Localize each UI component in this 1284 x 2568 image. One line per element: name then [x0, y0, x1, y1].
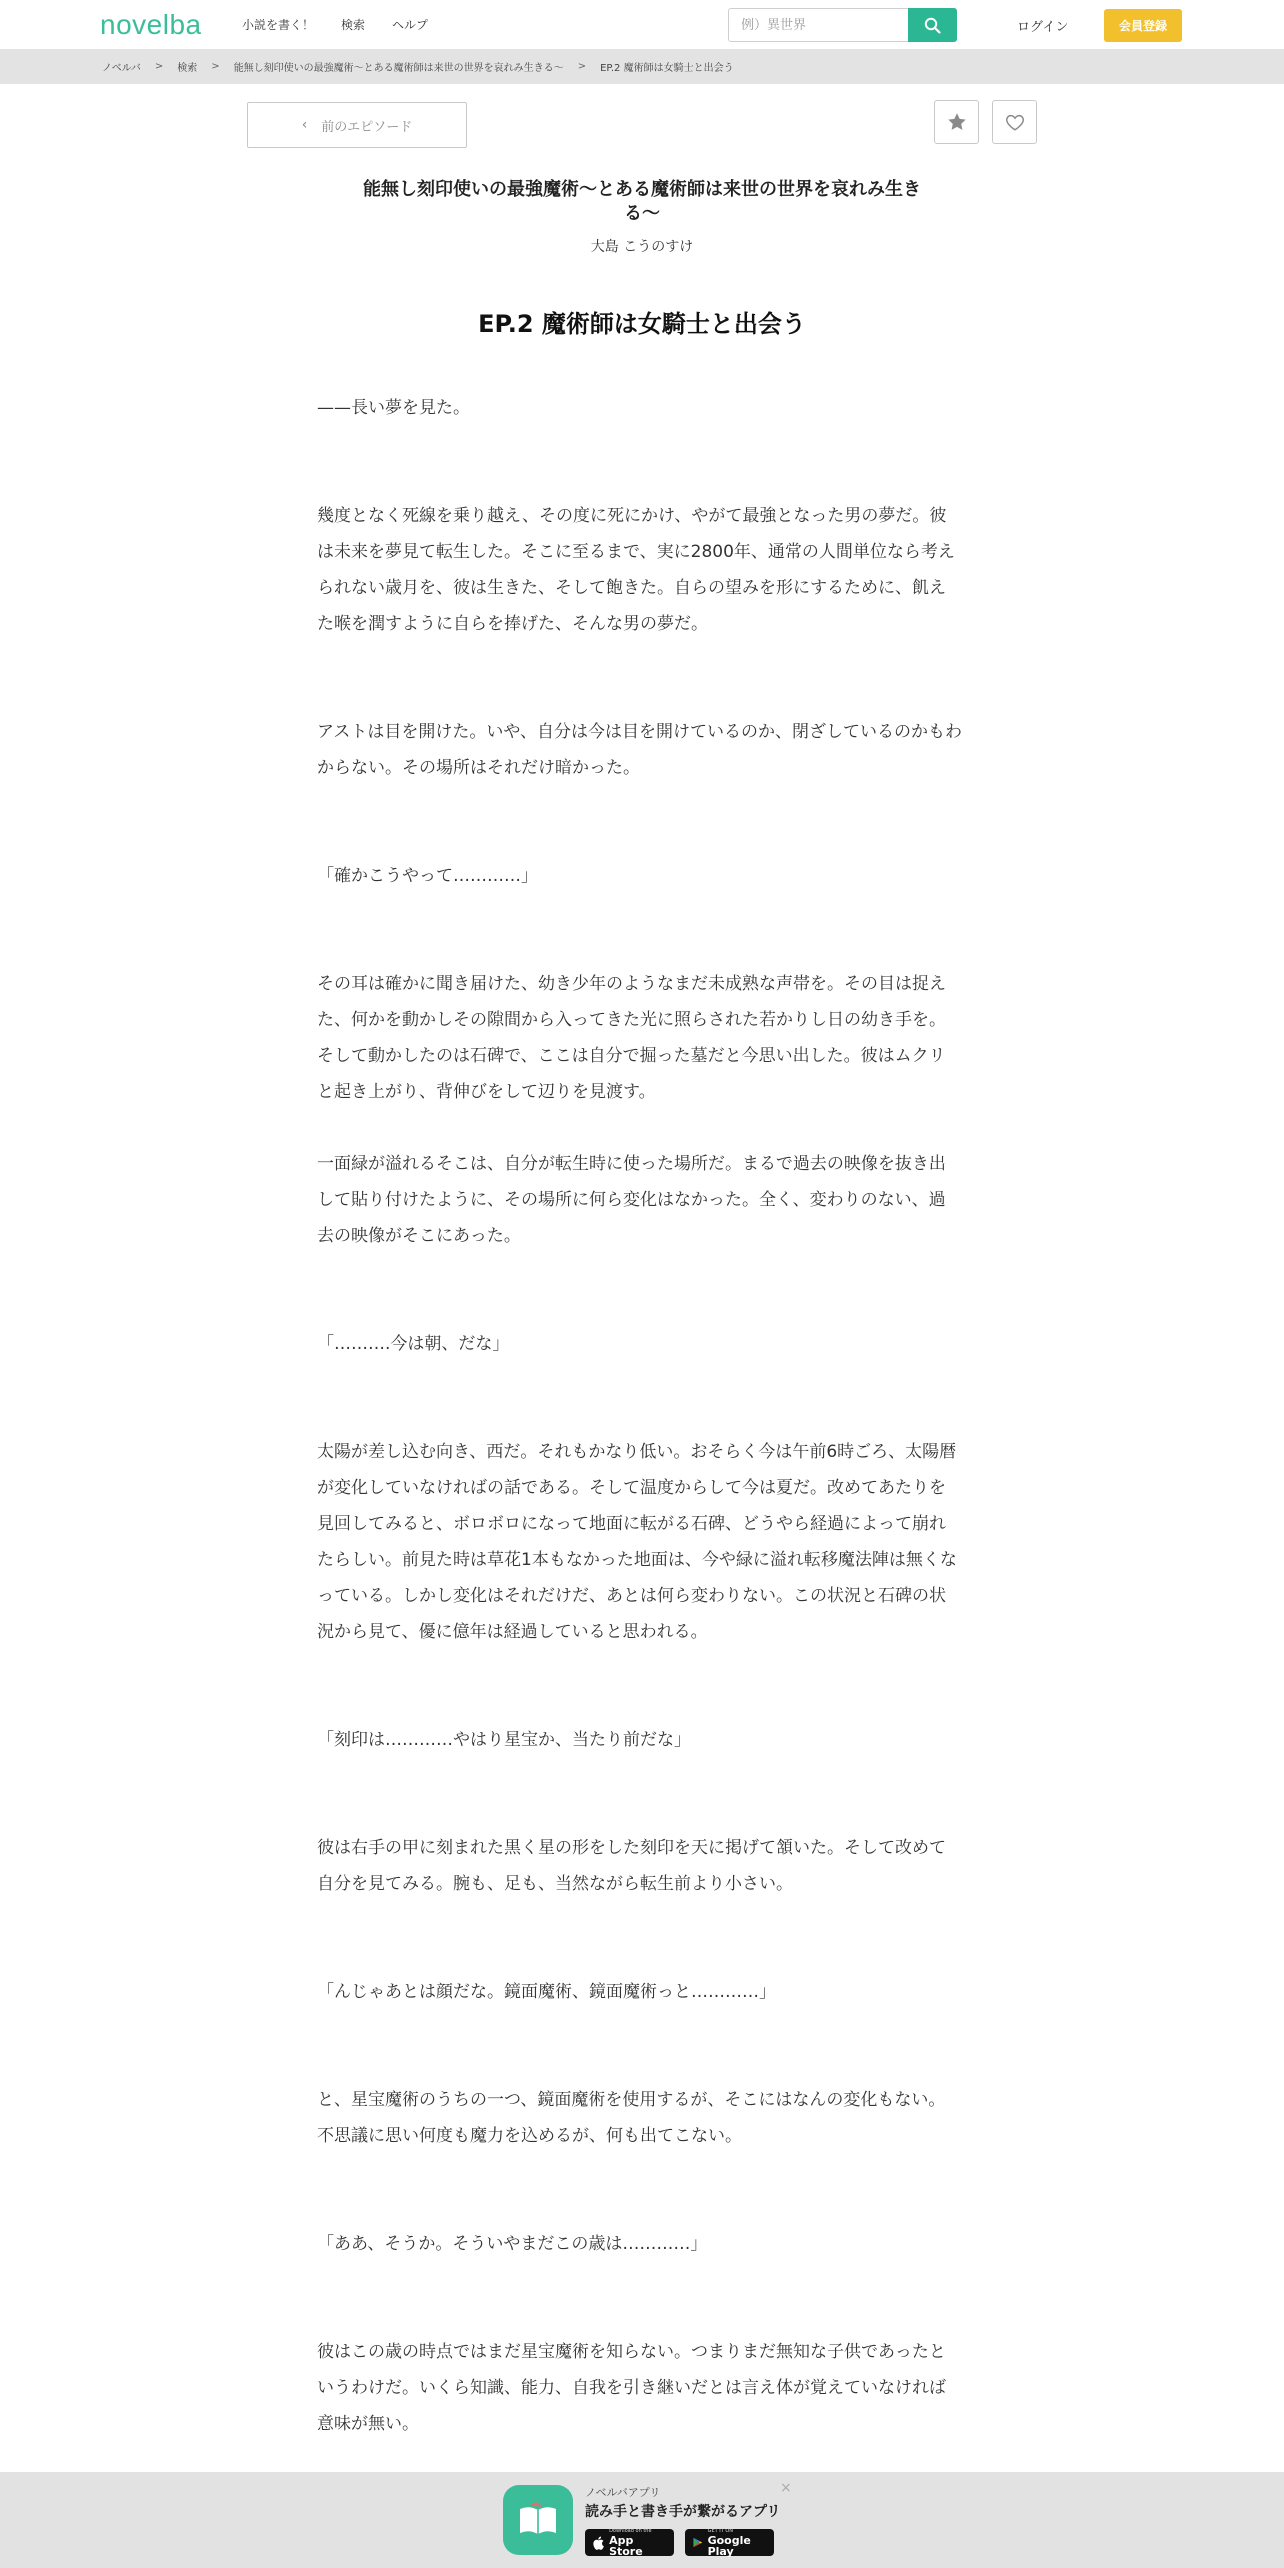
app-store-badge[interactable] [585, 2529, 674, 2556]
star-icon [946, 111, 968, 133]
search-icon [924, 17, 941, 34]
breadcrumb [0, 49, 1284, 84]
apple-icon [593, 2536, 604, 2550]
paragraph: 「……….今は朝、だな」 [317, 1334, 510, 1354]
author-name[interactable]: 大島 こうのすけ [590, 239, 694, 255]
google-play-small-text: GET IT ON [707, 2527, 734, 2534]
register-button[interactable]: 会員登録 [1104, 9, 1182, 42]
app-tagline: 読み手と書き手が繋がるアプリ [585, 2504, 781, 2520]
episode-body [317, 390, 962, 2442]
google-play-icon [693, 2536, 703, 2549]
paragraph: アストは目を開けた。いや、自分は今は目を開けているのか、閉ざしているのかもわからない。その場所はそれだけ暗かった。 [317, 722, 962, 778]
paragraph: 太陽が差し込む向き、西だ。それもかなり低い。おそらく今は午前6時ごろ、太陽暦が変化していなければの話である。そして温度からして今は夏だ。改めてあたりを見回してみると、ボロボロになって地面に転がる石碑、どうやら経過によって崩れたらしい。前見た時は草花1本もなかった地面は、今や緑に溢れ転移魔法陣は無くなっている。しかし変化はそれだけだ、あとは何ら変わりない。この状況と石碑の状況から見て、優に億年は経過していると思われる。 [317, 1442, 957, 1642]
prev-episode-button[interactable] [247, 102, 467, 148]
google-play-label: Google Play [707, 2533, 751, 2558]
breadcrumb-separator: > [577, 61, 587, 72]
app-label: ノベルバアプリ [585, 2486, 661, 2499]
paragraph: 一面緑が溢れるそこは、自分が転生時に使った場所だ。まるで過去の映像を抜き出して貼り付けたように、その場所に何ら変化はなかった。全く、変わりのない、過去の映像がそこにあった。 [317, 1154, 946, 1246]
paragraph: 「刻印は…………やはり星宝か、当たり前だな」 [317, 1730, 691, 1750]
novelba-app-icon[interactable] [503, 2485, 573, 2555]
paragraph: 「んじゃあとは顔だな。鏡面魔術、鏡面魔術っと…………」 [317, 1982, 776, 2002]
breadcrumb-separator: > [154, 61, 164, 72]
app-store-label: App Store [609, 2533, 643, 2558]
nav-search[interactable]: 検索 [341, 18, 366, 32]
chevron-left-icon: ‹ [301, 117, 308, 133]
paragraph: その耳は確かに聞き届けた、幼き少年のようなまだ未成熟な声帯を。その目は捉えた、何かを動かしその隙間から入ってきた光に照らされた若かりし日の幼き手を。そして動かしたのは石碑で、ここは自分で掘った墓だと今思い出した。彼はムクリと起き上がり、背伸びをして辺りを見渡す。 [317, 974, 946, 1102]
google-play-badge[interactable] [685, 2529, 774, 2556]
app-banner [0, 2472, 1284, 2568]
nav-write-novel[interactable]: 小説を書く！ [242, 18, 315, 32]
like-heart-button[interactable] [992, 100, 1037, 144]
novelba-logo[interactable]: novelba [100, 9, 202, 40]
paragraph: 彼は右手の甲に刻まれた黒く星の形をした刻印を天に掲げて頷いた。そして改めて自分を見てみる。腕も、足も、当然ながら転生前より小さい。 [317, 1838, 946, 1894]
favorite-star-button[interactable] [934, 100, 979, 144]
breadcrumb-work[interactable]: 能無し刻印使いの最強魔術〜とある魔術師は来世の世界を哀れみ生きる〜 [233, 63, 564, 74]
app-store-small-text: Download on the [609, 2527, 652, 2534]
paragraph: と、星宝魔術のうちの一つ、鏡面魔術を使用するが、そこにはなんの変化もない。不思議に思い何度も魔力を込めるが、何も出てこない。 [317, 2090, 946, 2146]
breadcrumb-separator: > [211, 61, 220, 72]
breadcrumb-home[interactable]: ノベルバ [102, 63, 141, 74]
paragraph: 幾度となく死線を乗り越え、その度に死にかけ、やがて最強となった男の夢だ。彼は未来を夢見て転生した。そこに至るまで、実に2800年、通常の人間単位なら考えられない歳月を、彼は生きた、そして飽きた。自らの望みを形にするために、飢えた喉を潤すように自らを捧げた、そんな男の夢だ。 [317, 506, 955, 634]
heart-icon [1004, 111, 1026, 133]
paragraph: 「ああ、そうか。そういやまだこの歳は…………」 [317, 2234, 708, 2254]
close-icon[interactable]: × [780, 2480, 792, 2496]
search-button[interactable] [908, 8, 957, 42]
site-header [0, 0, 1284, 49]
paragraph: 彼はこの歳の時点ではまだ星宝魔術を知らない。つまりまだ無知な子供であったというわけだ。いくら知識、能力、自我を引き継いだとは言え体が覚えていなければ意味が無い。 [317, 2342, 946, 2434]
breadcrumb-search[interactable]: 検索 [177, 63, 198, 74]
breadcrumb-current-episode: EP.2 魔術師は女騎士と出会う [600, 63, 734, 74]
prev-episode-label: 前のエピソード [321, 119, 413, 135]
paragraph: ——長い夢を見た。 [317, 398, 470, 418]
header-nav [242, 16, 428, 33]
paragraph: 「確かこうやって…………」 [317, 866, 538, 886]
nav-help[interactable]: ヘルプ [392, 18, 429, 32]
episode-title: EP.2 魔術師は女騎士と出会う [478, 310, 806, 338]
work-title[interactable]: 能無し刻印使いの最強魔術〜とある魔術師は来世の世界を哀れみ生きる〜 [363, 179, 921, 224]
book-icon [516, 2501, 560, 2539]
login-link[interactable]: ログイン [1017, 20, 1069, 35]
search-input[interactable] [728, 8, 908, 42]
